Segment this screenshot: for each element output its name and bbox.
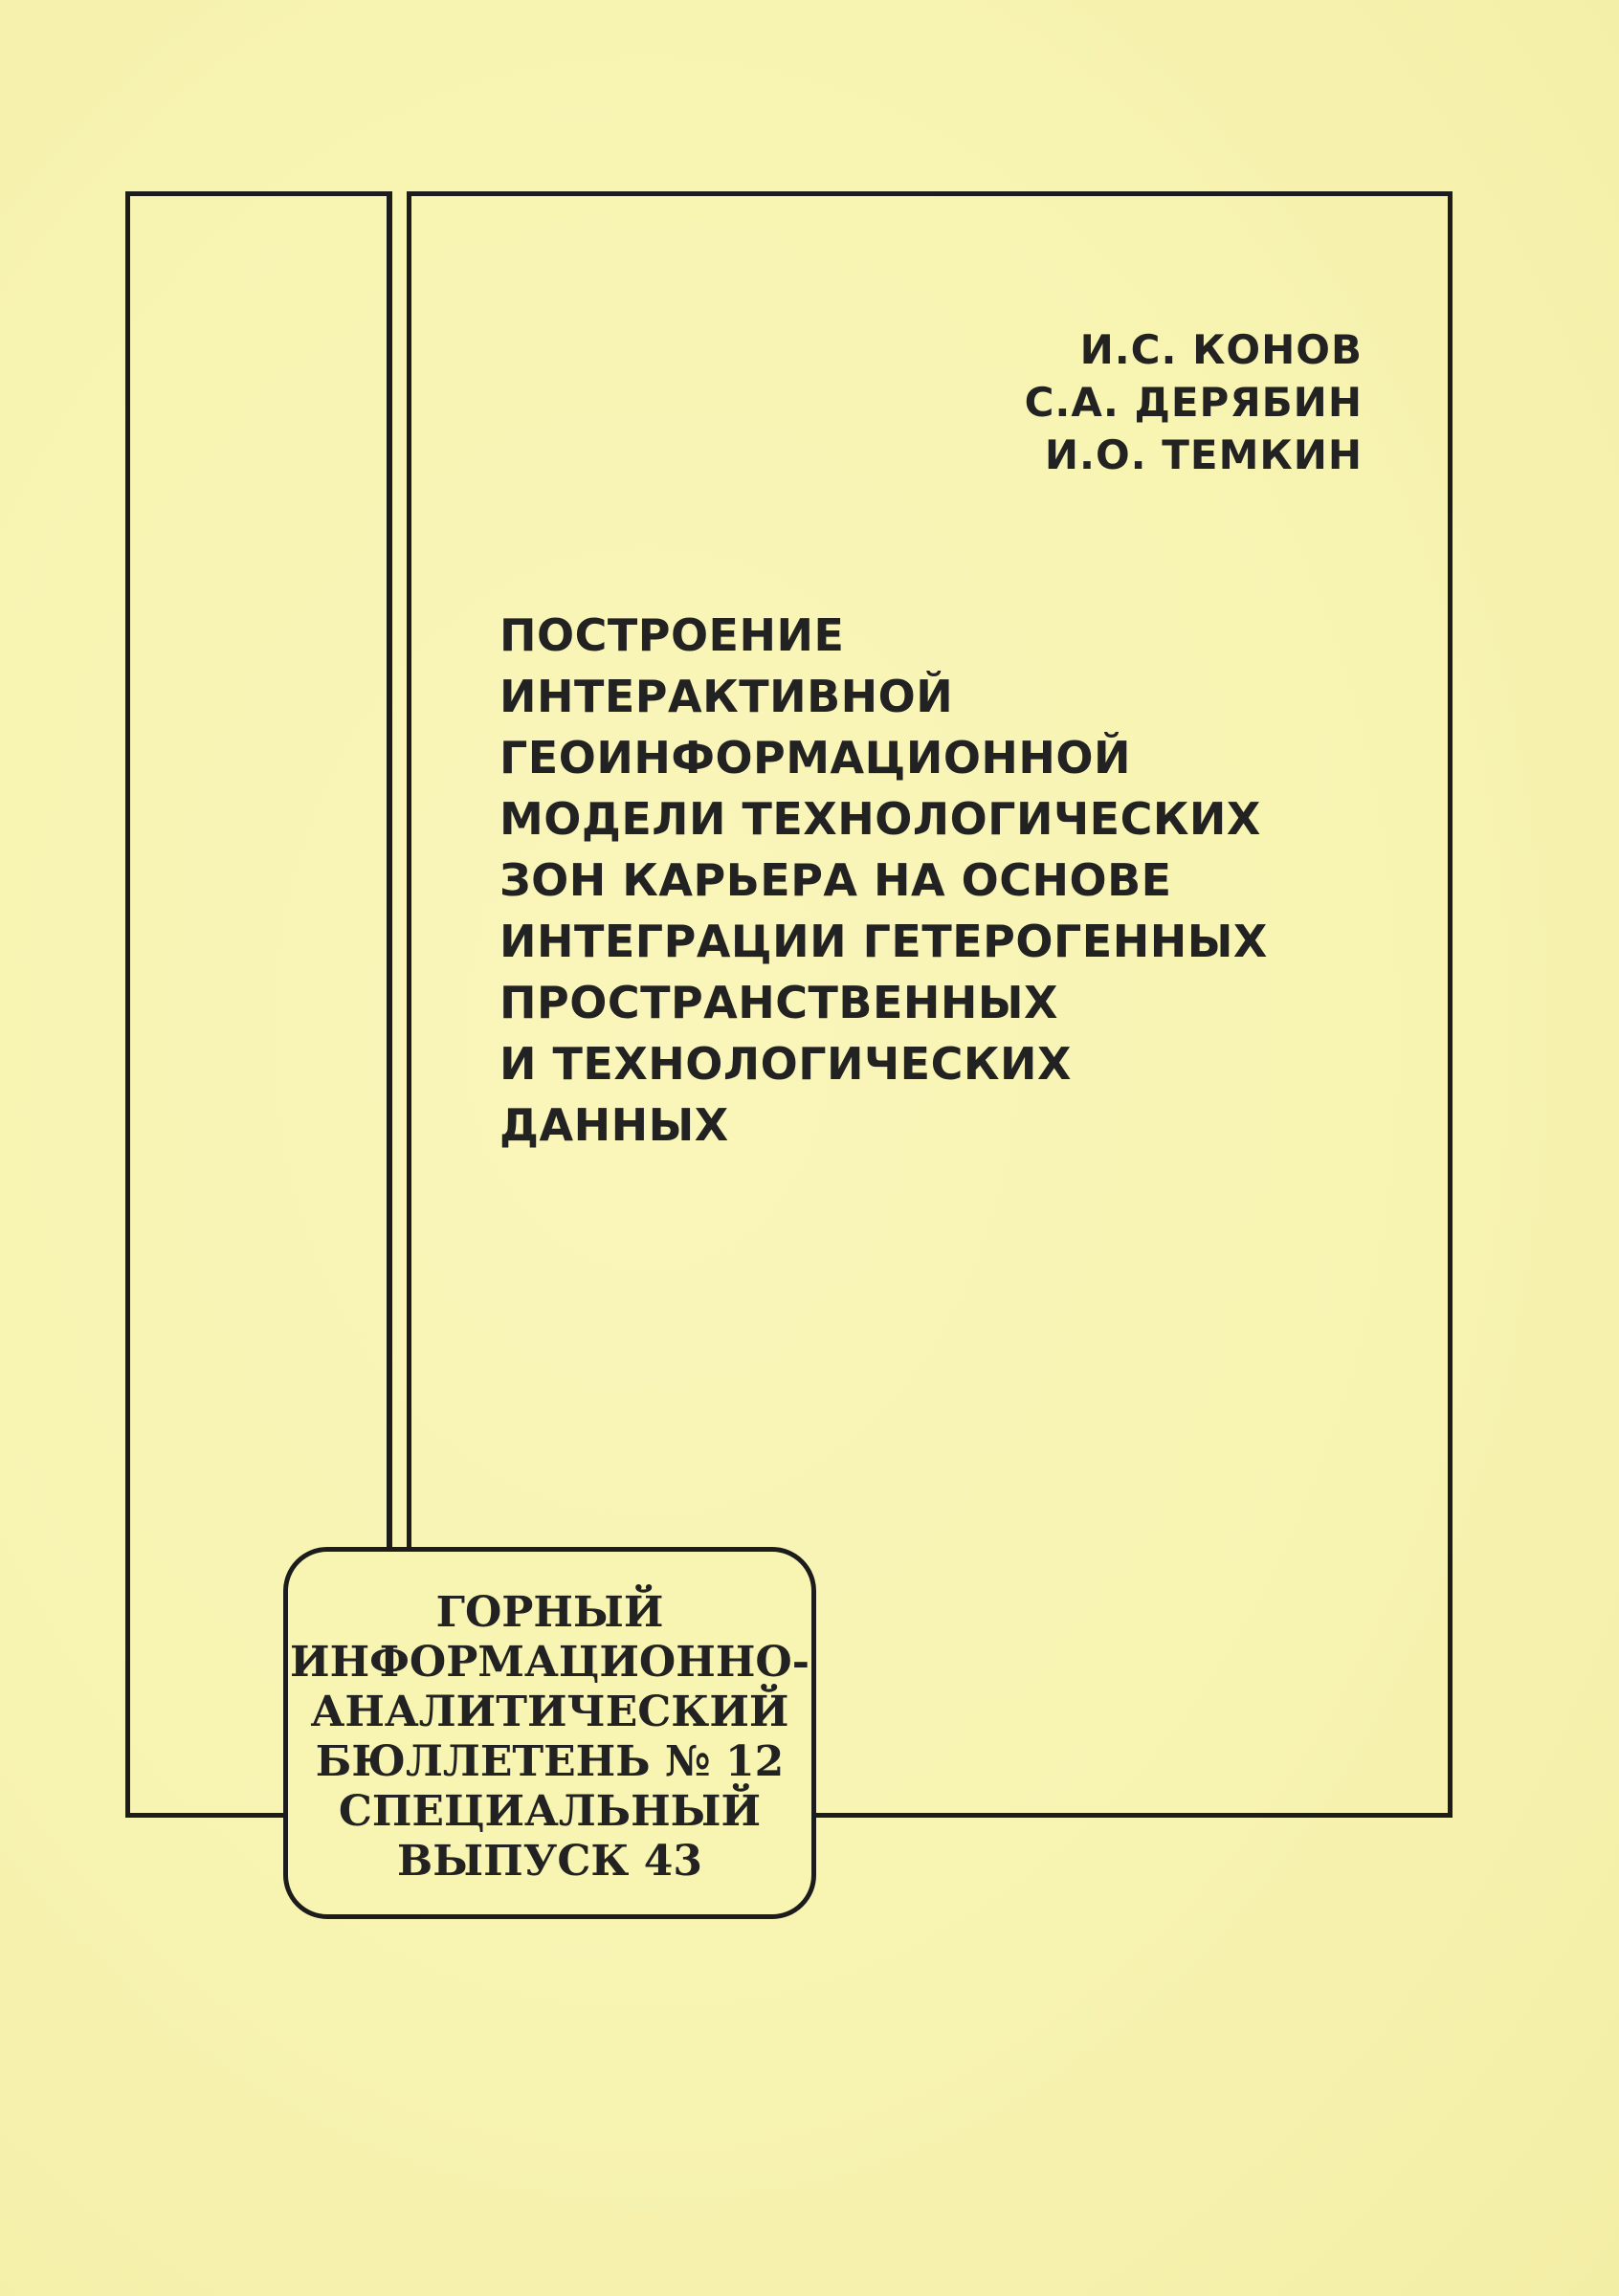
title-line: ИНТЕГРАЦИИ ГЕТЕРОГЕННЫХ: [499, 916, 1268, 967]
journal-line: СПЕЦИАЛЬНЫЙ: [338, 1787, 762, 1836]
journal-line: ВЫПУСК 43: [397, 1837, 702, 1886]
title-line: ДАННЫХ: [499, 1099, 729, 1151]
title-line: ИНТЕРАКТИВНОЙ: [499, 671, 954, 722]
title-line: ГЕОИНФОРМАЦИОННОЙ: [499, 732, 1132, 784]
title-line: И ТЕХНОЛОГИЧЕСКИХ: [499, 1038, 1072, 1090]
author-name: С.А. ДЕРЯБИН: [1024, 379, 1363, 426]
book-title: [499, 605, 1408, 1156]
journal-line: ГОРНЫЙ: [435, 1588, 664, 1637]
title-line: ЗОН КАРЬЕРА НА ОСНОВЕ: [499, 854, 1172, 906]
authors-block: [1025, 323, 1363, 481]
author-name: И.О. ТЕМКИН: [1044, 431, 1363, 478]
journal-line: БЮЛЛЕТЕНЬ № 12: [315, 1737, 785, 1786]
title-line: МОДЕЛИ ТЕХНОЛОГИЧЕСКИХ: [499, 793, 1261, 845]
title-line: ПОСТРОЕНИЕ: [499, 609, 845, 661]
journal-line: ИНФОРМАЦИОННО-: [290, 1638, 810, 1687]
title-line: ПРОСТРАНСТВЕННЫХ: [499, 977, 1059, 1028]
author-name: И.С. КОНОВ: [1079, 326, 1363, 373]
journal-line: АНАЛИТИЧЕСКИЙ: [310, 1688, 789, 1736]
journal-badge-text: [283, 1588, 816, 1887]
